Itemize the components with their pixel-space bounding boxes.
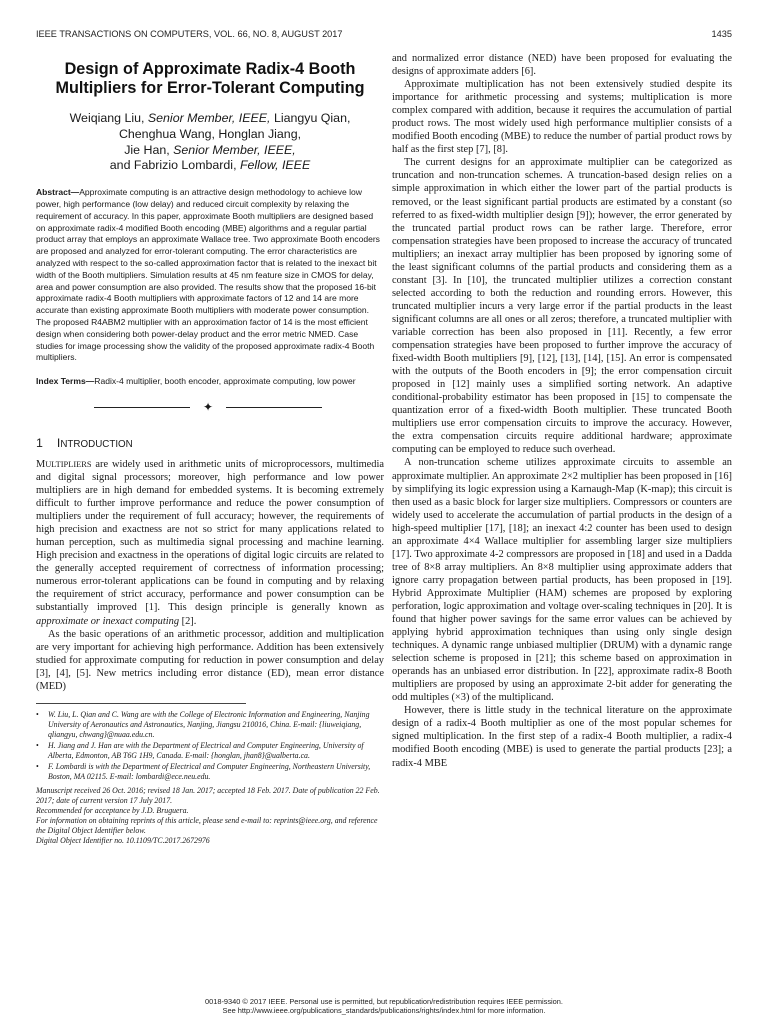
footnote-affiliation-2 bbox=[36, 741, 384, 761]
page-number: 1435 bbox=[711, 29, 732, 39]
footnotes bbox=[36, 710, 384, 846]
running-header bbox=[36, 29, 732, 43]
recommended-by: Recommended for acceptance by J.D. Bruguera. bbox=[36, 805, 189, 815]
manuscript-info bbox=[36, 786, 384, 846]
copyright-footer bbox=[0, 997, 768, 1015]
intro-paragraph-1 bbox=[36, 458, 384, 628]
section-separator bbox=[36, 400, 384, 414]
right-paragraph-1: Approximate multiplication has not been extensively studied despite its importance for arithmetic processing and systems; multiplication is more complex compared with addition, because it requires the accumulation of partial product rows. The most widely used high performance multiplier consists of a modified Booth encoding (MBE) to reduce the number of partial product rows by half as the first step [7], [8]. bbox=[392, 79, 732, 156]
footnote-affiliation-3 bbox=[36, 762, 384, 782]
abstract bbox=[36, 187, 384, 364]
reprints-info: For information on obtaining reprints of this article, please send e-mail to: reprints@ieee.org, and reference the Digital Object Identifier below. bbox=[36, 815, 378, 835]
section-number: 1 bbox=[36, 435, 43, 450]
author-2: Liangyu Qian, bbox=[273, 111, 351, 125]
intro-p1-text: are widely used in arithmetic units of microprocessors, multimedia and digital signal processors; moreover, high performance and low power multipliers are in high demand for embedded systems. It is becoming extremely difficult to further improve performance and reduce the power consumption of multipliers under the requirement of full accuracy; however, the requirements of high precision and exactness are not so strict for many applications related to human perception, such as multimedia signal processing and machine learning. High precision and exactness in the operations of digital logic circuits are related to the generally accepted requirement of correctness of information processing; numerous error-tolerant applications can be found in computing and by relaxing the requirement of strict accuracy, performance and power consumption can be substantially improved [1]. This design principle is generally known as bbox=[36, 458, 384, 614]
right-paragraph-3: A non-truncation scheme utilizes approximate circuits to assemble an approximate multiplier. An approximate 2×2 multiplier has been proposed in [16] by simplifying its logic expression using a Karnaugh-Map (K-map); this circuit is then used as a basic block for larger size multipliers. Compressors or counters are widely used to accelerate the accumulation of partial products in the design of a high-speed multiplier [17], [18]; an inexact 4:2 counter has been used to design an approximate 4×4 Wallace multiplier for assembling larger size multipliers [17]. Two approximate 4-2 compressors are proposed in [18] and used in a Dadda tree of 8×8 array multipliers. An 8×8 multiplier using approximate adders that ignore carry propagation between partial products, has been proposed in [19]. Hybrid Approximate Multiplier (HAM) schemes are proposed by exploring perforation, logic approximation and voltage over-scaling techniques in [20]. It is found that higher power savings for the same error values can be achieved by applying hybrid approximation techniques than using only single design techniques. A dynamic range unbiased multiplier (DRUM) with a dynamic range selection scheme is proposed in [21]; this scheme based on approximation in operands has an unbiased error distribution. In [22], approximate radix-8 Booth multipliers are proposed by using an approximate 2-bit adder for generating the odd multiples (×3) of the multiplicand. bbox=[392, 457, 732, 704]
footnote-1-text: W. Liu, L. Qian and C. Wang are with the College of Electronic Information and Engineering, Nanjing University of Aeronautics and Astronautics, Nanjing, Jiangsu 210016, China. E-mail: {liuweiqiang, qliangyu, chwang}@nuaa.edu.cn. bbox=[48, 709, 370, 739]
diamond-icon: ✦ bbox=[203, 399, 214, 414]
separator-line-right bbox=[226, 407, 322, 408]
index-terms bbox=[36, 376, 384, 388]
abstract-label: Abstract— bbox=[36, 187, 80, 198]
journal-header: IEEE TRANSACTIONS ON COMPUTERS, VOL. 66, NO. 8, AUGUST 2017 bbox=[36, 29, 343, 39]
bullet-icon: • bbox=[36, 761, 39, 771]
lead-initial: M bbox=[36, 458, 46, 470]
lead-rest: ULTIPLIERS bbox=[45, 459, 92, 469]
author-4-role: Senior Member, IEEE, bbox=[173, 142, 296, 157]
author-4: Jie Han, bbox=[124, 142, 170, 157]
abstract-text: Approximate computing is an attractive design methodology to achieve low power, high performance (low delay) and reduced circuit complexity by relaxing the requirement of accuracy. In this paper, approximate Booth multipliers are designed based on approximate radix-4 modified Booth encoding (MBE) algorithms and a regular partial product array that employs an approximate Wallace tree. Two approximate Booth encoders are proposed and analyzed for error-tolerant computing. The error characteristics are analyzed with respect to the so-called approximation factor that is related to the inexact bit width of the Booth multipliers. Simulation results at 45 nm feature size in CMOS for delay, area and power consumption are also provided. The results show that the proposed 16-bit approximate radix-4 Booth multipliers with approximate factors of 12 and 14 are more accurate than existing approximate Booth multipliers with moderate power consumption. The proposed R4ABM2 multiplier with an approximation factor of 14 is the most efficient design when considering both power-delay product and the error metric NMED. Case studies for image processing show the validity of the proposed approximate radix-4 Booth multipliers. bbox=[36, 187, 380, 363]
author-5-role: Fellow, IEEE bbox=[239, 158, 311, 173]
left-column bbox=[36, 52, 384, 846]
intro-p1-end: [2]. bbox=[179, 615, 197, 627]
copyright-line-2: See http://www.ieee.org/publications_standards/publications/rights/index.html for more information. bbox=[222, 1006, 546, 1016]
author-3: Chenghua Wang, Honglan Jiang, bbox=[118, 126, 302, 141]
intro-p1-italic: approximate or inexact computing bbox=[36, 615, 180, 627]
index-terms-label: Index Terms— bbox=[36, 376, 95, 387]
author-5: and Fabrizio Lombardi, bbox=[109, 158, 237, 173]
doi: Digital Object Identifier no. 10.1109/TC.2017.2672976 bbox=[36, 835, 210, 845]
bullet-icon: • bbox=[36, 709, 39, 719]
section-title-initial: I bbox=[56, 435, 61, 450]
right-column bbox=[392, 52, 732, 770]
section-heading bbox=[36, 436, 384, 450]
copyright-line-1: 0018-9340 © 2017 IEEE. Personal use is permitted, but republication/redistribution requires IEEE permission. bbox=[205, 997, 563, 1006]
separator-line-left bbox=[94, 407, 190, 408]
right-paragraph-0: and normalized error distance (NED) have been proposed for evaluating the designs of approximate adders [6]. bbox=[392, 53, 732, 78]
footnote-affiliation-1 bbox=[36, 710, 384, 740]
right-paragraph-2: The current designs for an approximate multiplier can be categorized as truncation and non-truncation schemes. A truncation-based design relies on a simple approximation in which either the lower part of the partial products is removed, or the least significant partial products are estimated by a constant (so referred to as fixed-width multiplier design [9]); however, the error generated by the truncated partial product rows can be rather large. Therefore, error compensation strategies have been proposed to increase the accuracy of truncated multipliers; an inexact array multiplier has been proposed by ignoring some of the least significant columns of the partial products and considering them as a constant [3]. In [10], the truncated multiplier utilizes a correction constant selected according to both the reduction and rounding errors. However, this truncated multiplier incurs a very large error if the partial products in the least significant columns are all ones or all zeros; therefore, a truncated multiplier with variable correction has been also proposed in [11]. Recently, a few error compensation strategies have been proposed to further improve the accuracy of fixed-width Booth multipliers [9], [12], [13], [14], [15]. An error is compensated with the outputs of the Booth encoders in [9]; the error compensation circuit proposed in [12] mainly uses a simplified sorting network. An adaptive conditional-probability estimator has been proposed in [15] to compensate the quantization error of a fixed-width Booth multiplier. These truncated Booth multipliers use error compensation circuits to improve the accuracy. However, the extra compensation circuits require additional hardware; approximate computing can be employed to reduce such overhead. bbox=[392, 157, 732, 456]
right-paragraph-4: However, there is little study in the technical literature on the approximate design of a radix-4 Booth multiplier as one of the most popular schemes for signed multiplication. In the first step of a radix-4 Booth multiplier, a radix-4 modified Booth encoding (MBE) is used to generate the partial products [23]; a radix-4 MBE bbox=[392, 705, 732, 769]
author-1-role: Senior Member, IEEE, bbox=[147, 111, 271, 125]
section-title-rest: NTRODUCTION bbox=[60, 438, 133, 450]
author-1: Weiqiang Liu, bbox=[69, 111, 145, 125]
footnote-2-text: H. Jiang and J. Han are with the Department of Electrical and Computer Engineering, University of Alberta, Edmonton, AB T6G 1H9, Canada. E-mail: {honglan, jhan8}@ualberta.ca. bbox=[48, 740, 364, 760]
footnote-3-text: F. Lombardi is with the Department of Electrical and Computer Engineering, Northeastern University, Boston, MA 02115. E-mail: lombardi@ece.neu.edu. bbox=[48, 761, 371, 781]
manuscript-dates: Manuscript received 26 Oct. 2016; revised 18 Jan. 2017; accepted 18 Feb. 2017. Date of publication 22 Feb. 2017; date of current version 17 July 2017. bbox=[36, 785, 380, 805]
left-body-text bbox=[36, 458, 384, 693]
paper-title: Design of Approximate Radix-4 Booth Multipliers for Error-Tolerant Computing bbox=[55, 60, 365, 97]
author-block bbox=[36, 111, 384, 174]
intro-paragraph-2: As the basic operations of an arithmetic processor, addition and multiplication are very important for achieving high performance. Addition has been extensively studied for approximate computing for reduction in power consumption and delay [3], [4], [5]. New metrics including error distance (ED), mean error distance (MED) bbox=[36, 628, 384, 692]
bullet-icon: • bbox=[36, 740, 39, 750]
index-terms-text: Radix-4 multiplier, booth encoder, approximate computing, low power bbox=[94, 376, 356, 387]
footnote-rule bbox=[36, 703, 246, 704]
